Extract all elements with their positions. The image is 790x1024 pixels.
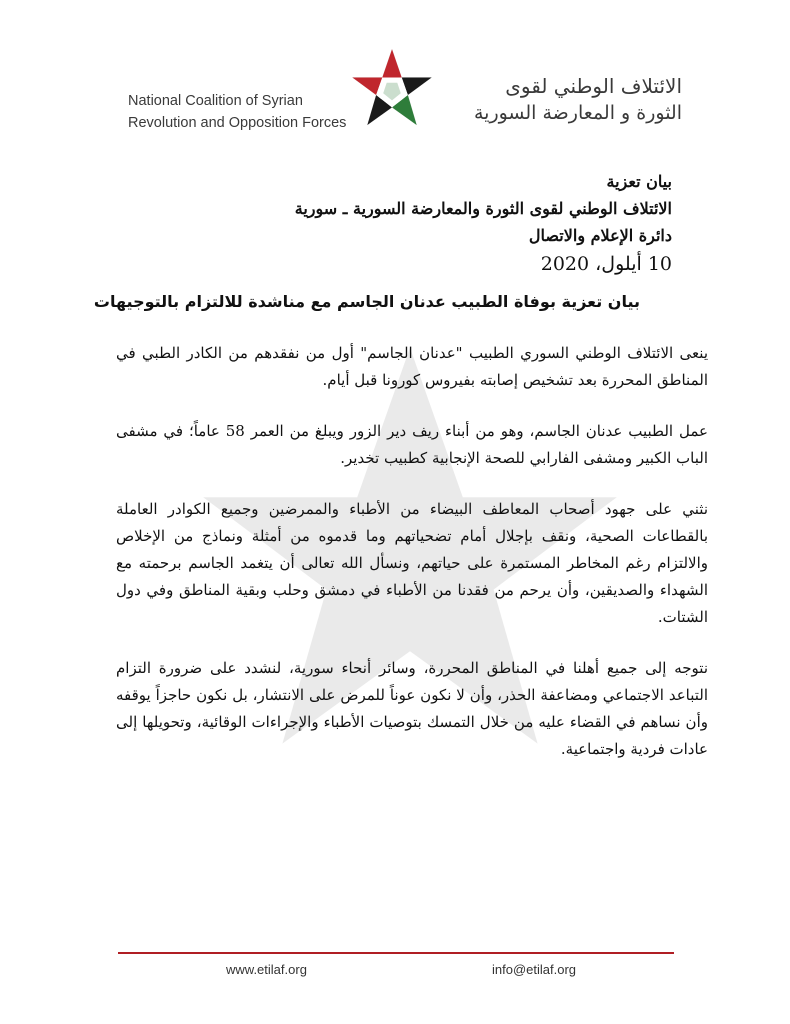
statement-body (116, 340, 708, 787)
paragraph: نثني على جهود أصحاب المعاطف البيضاء من الأطباء والممرضين وجميع الكوادر العاملة بالقطاعات الصحية، ونقف بإجلال أمام تضحياتهم وما قدموه من أمثلة ونماذج من الإخلاص والالتزام رغم المخاطر المستمرة على حياتهم، ونسأل الله تعالى أن يتغمد الجاسم برحمته مع الشهداء والصديقين، وأن يرحم من فقدنا من الأطباء في دمشق وحلب وبقية المناطق وفي دول الشتات. (116, 500, 708, 626)
paragraph: عمل الطبيب عدنان الجاسم، وهو من أبناء ريف دير الزور ويبلغ من العمر 58 عاماً؛ في مشفى الباب الكبير ومشفى الفارابي للصحة الإنجابية كطبيب تخدير. (116, 422, 708, 467)
footer-email: info@etilaf.org (492, 962, 577, 977)
footer-rule (118, 952, 674, 954)
statement-date: 10 أيلول، 2020 (540, 253, 672, 275)
department: دائرة الإعلام والاتصال (528, 226, 672, 245)
paragraph: نتوجه إلى جميع أهلنا في المناطق المحررة، وسائر أنحاء سورية، لنشدد على ضرورة التزام التباعد الاجتماعي ومضاعفة الحذر، وأن لا نكون عوناً للمرض على الانتشار، بل نكون حاجزاً يوقفه وأن نساهم في القضاء عليه من خلال التمسك بتوصيات الأطباء والإجراءات الوقائية، وتحويلها إلى عادات فردية واجتماعية. (116, 659, 708, 758)
org-name-ar-line2: الثورة و المعارضة السورية (473, 102, 682, 124)
org-name-en-line1: National Coalition of Syrian (128, 93, 303, 109)
org-name-en-line2: Revolution and Opposition Forces (128, 115, 347, 131)
org-name-arabic (446, 72, 682, 126)
issuer: الائتلاف الوطني لقوى الثورة والمعارضة السورية ـ سورية (294, 199, 672, 218)
statement-meta (295, 168, 672, 279)
doc-type: بيان تعزية (606, 172, 672, 191)
statement-title: بيان تعزية بوفاة الطبيب عدنان الجاسم مع مناشدة للالتزام بالتوجيهات (93, 292, 640, 311)
org-name-english (128, 90, 346, 134)
star-logo-icon (348, 44, 436, 132)
footer-website: www.etilaf.org (226, 962, 307, 977)
paragraph: ينعى الائتلاف الوطني السوري الطبيب "عدنان الجاسم" أول من نفقدهم من الكادر الطبي في المناطق المحررة بعد تشخيص إصابته بفيروس كورونا قبل أيام. (116, 344, 708, 389)
org-name-ar-line1: الائتلاف الوطني لقوى (505, 74, 682, 98)
